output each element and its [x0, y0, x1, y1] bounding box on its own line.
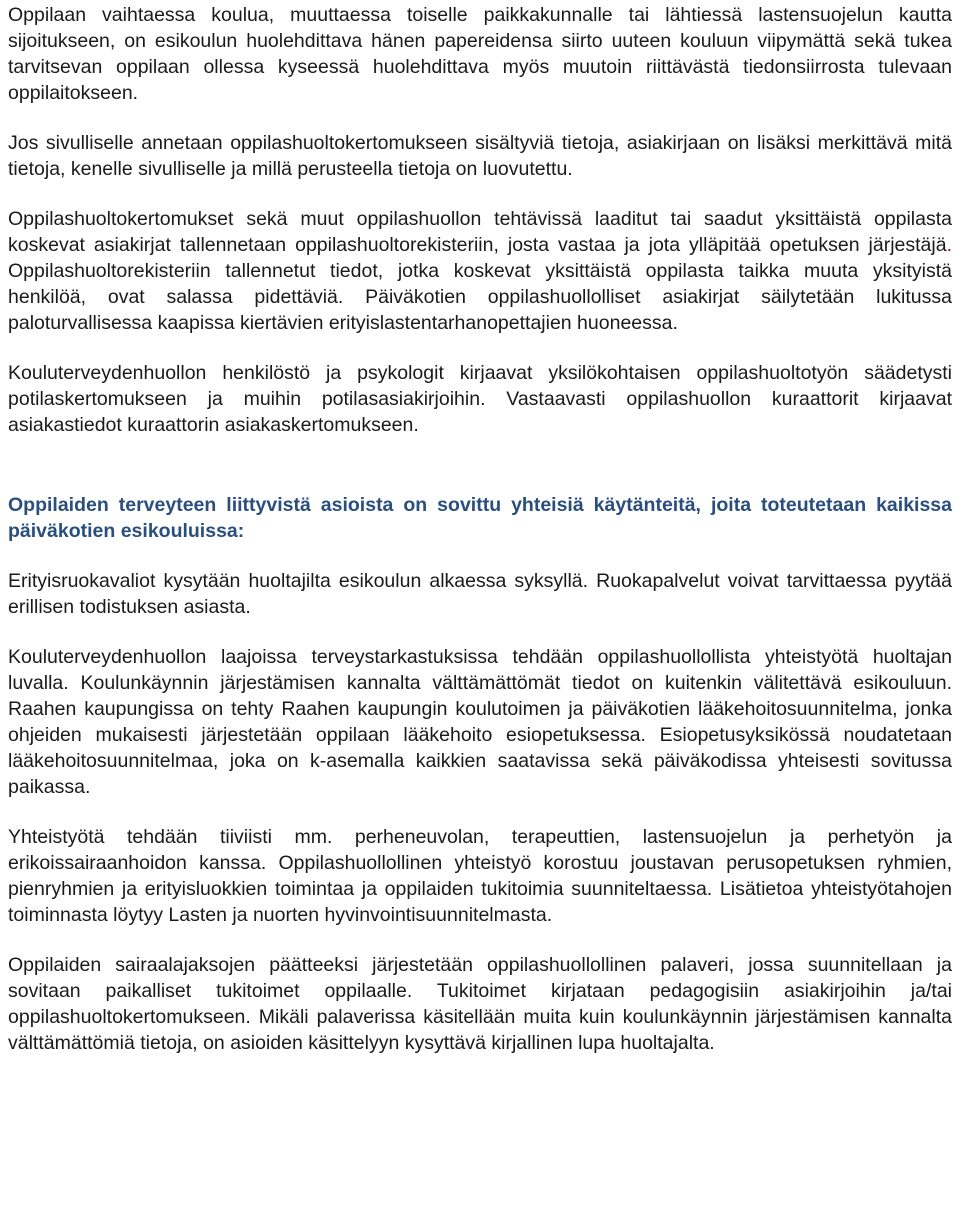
highlight-dot: .	[946, 234, 952, 256]
paragraph-records-register-part-1: Oppilashuoltokertomukset sekä muut oppilashuollon tehtävissä laaditut tai saadut yksittäistä oppilasta koskevat asiakirjat tallennetaan oppilashuoltorekisteriin, josta vastaa ja jota ylläpitää opetuksen järjestäjä	[8, 208, 952, 256]
paragraph-health-records: Kouluterveydenhuollon henkilöstö ja psykologit kirjaavat yksilökohtaisen oppilashuoltotyön säädetysti potilaskertomukseen ja muihin potilasasiakirjoihin. Vastaavasti oppilashuollon kuraattorit kirjaavat asiakastiedot kuraattorin asiakaskertomukseen.	[8, 362, 952, 436]
paragraph-cooperation: Yhteistyötä tehdään tiiviisti mm. perheneuvolan, terapeuttien, lastensuojelun ja perhetyön ja erikoissairaanhoidon kanssa. Oppilashuollollinen yhteistyö korostuu joustavan perusopetuksen ryhmien, pienryhmien ja erityisluokkien toimintaa ja oppilaiden tukitoimia suunniteltaessa. Lisätietoa yhteistyötahojen toiminnasta löytyy Lasten ja nuorten hyvinvointisuunnitelmasta.	[8, 826, 952, 926]
paragraph-third-party-disclosure: Jos sivulliselle annetaan oppilashuoltokertomukseen sisältyviä tietoja, asiakirjaan on lisäksi merkittävä mitä tietoja, kenelle sivulliselle ja millä perusteella tietoja on luovutettu.	[8, 132, 952, 180]
section-heading: Oppilaiden terveyteen liittyvistä asioista on sovittu yhteisiä käytänteitä, joita toteutetaan kaikissa päiväkotien esikouluissa:	[8, 494, 952, 542]
paragraph-health-checks: Kouluterveydenhuollon laajoissa terveystarkastuksissa tehdään oppilashuollollista yhteistyötä huoltajan luvalla. Koulunkäynnin järjestämisen kannalta välttämättömät tiedot on kuitenkin välitettävä esikouluun. Raahen kaupungissa on tehty Raahen kaupungin koulutoimen ja päiväkotien lääkehoitosuunnitelma, jonka ohjeiden mukaisesti järjestetään oppilaan lääkehoito esiopetuksessa. Esiopetusyksikössä noudatetaan lääkehoitosuunnitelmaa, joka on k-asemalla kaikkien saatavissa sekä päiväkodissa yhteisesti sovitussa paikassa.	[8, 646, 952, 798]
paragraph-special-diets: Erityisruokavaliot kysytään huoltajilta esikoulun alkaessa syksyllä. Ruokapalvelut voivat tarvittaessa pyytää erillisen todistuksen asiasta.	[8, 570, 952, 618]
paragraph-hospital-periods: Oppilaiden sairaalajaksojen päätteeksi järjestetään oppilashuollollinen palaveri, jossa suunnitellaan ja sovitaan paikalliset tukitoimet oppilaalle. Tukitoimet kirjataan pedagogisiin asiakirjoihin ja/tai oppilashuoltokertomukseen. Mikäli palaverissa käsitellään muita kuin koulunkäynnin järjestämisen kannalta välttämättömiä tietoja, on asioiden käsittelyyn kysyttävä kirjallinen lupa huoltajalta.	[8, 954, 952, 1054]
paragraph-records-register	[8, 206, 952, 336]
paragraph-school-transfer: Oppilaan vaihtaessa koulua, muuttaessa toiselle paikkakunnalle tai lähtiessä lastensuojelun kautta sijoitukseen, on esikoulun huolehdittava hänen papereidensa siirto uuteen kouluun viipymättä sekä tukea tarvitsevan oppilaan ollessa kyseessä huolehdittava myös muutoin riittävästä tiedonsiirrosta tulevaan oppilaitokseen.	[8, 4, 952, 104]
paragraph-records-register-part-2: Oppilashuoltorekisteriin tallennetut tiedot, jotka koskevat yksittäistä oppilasta taikka muuta yksityistä henkilöä, ovat salassa pidettäviä. Päiväkotien oppilashuollolliset asiakirjat säilytetään lukitussa paloturvallisessa kaapissa kiertävien erityislastentarhanopettajien huoneessa.	[8, 260, 952, 334]
